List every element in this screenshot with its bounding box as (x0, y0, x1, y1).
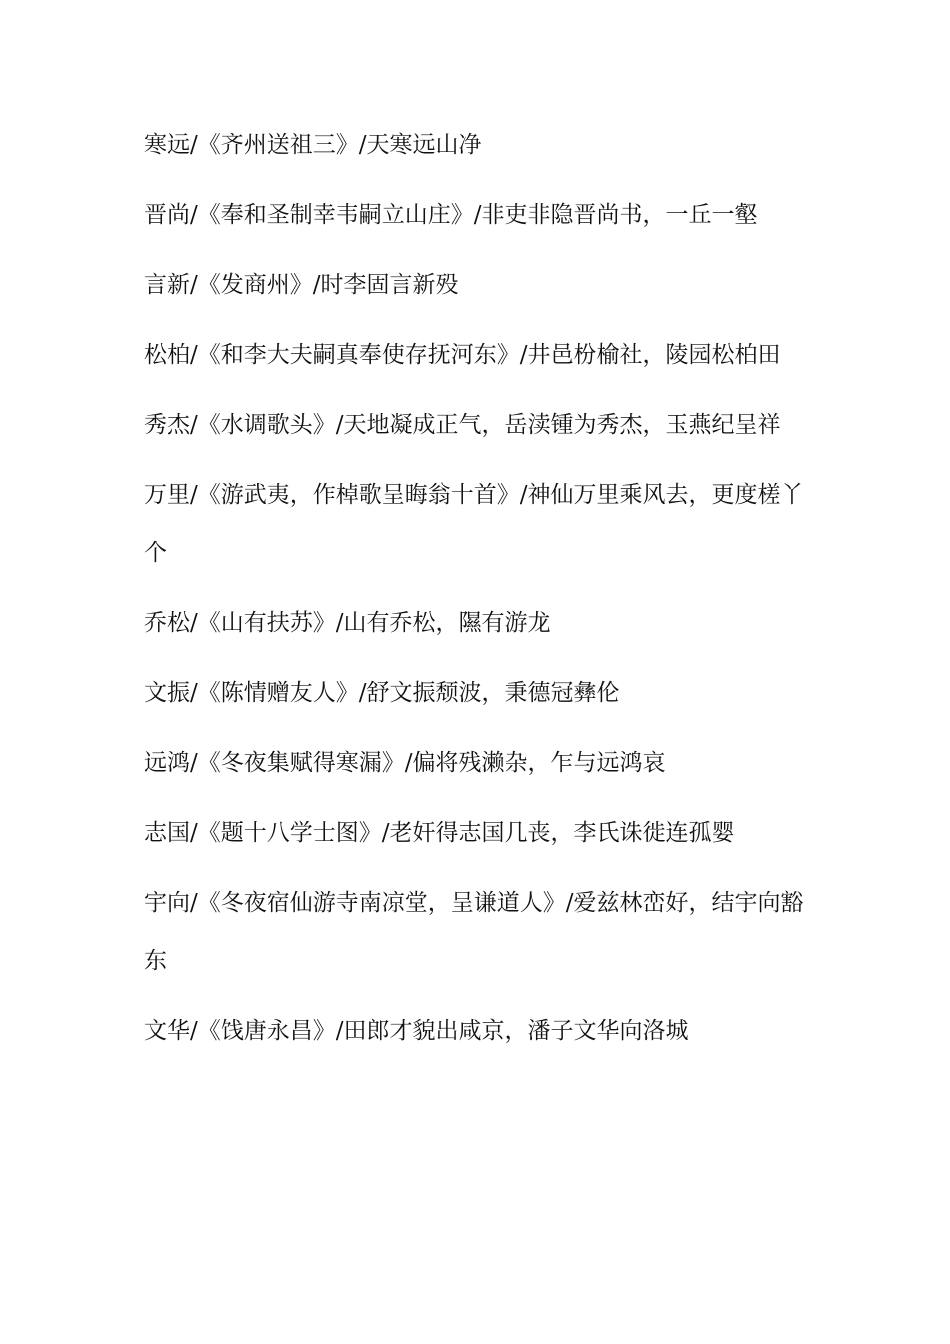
entry-line: 秀杰/《水调歌头》/天地凝成正气，岳渎锺为秀杰，玉燕纪呈祥 (144, 412, 781, 438)
entry-line: 晋尚/《奉和圣制幸韦嗣立山庄》/非吏非隐晋尚书，一丘一壑 (144, 202, 758, 228)
entry-line: 文华/《饯唐永昌》/田郎才貌出咸京，潘子文华向洛城 (144, 1018, 689, 1044)
entry-line: 言新/《发商州》/时李固言新殁 (144, 272, 459, 298)
entry-line: 万里/《游武夷，作棹歌呈晦翁十首》/神仙万里乘风去，更度槎丫个 (144, 482, 804, 566)
entry-line: 乔松/《山有扶苏》/山有乔松，隰有游龙 (144, 610, 551, 636)
entry-line: 远鸿/《冬夜集赋得寒漏》/偏将残濑杂，乍与远鸿哀 (144, 750, 666, 776)
entry-line: 寒远/《齐州送祖三》/天寒远山净 (144, 132, 482, 158)
entry-line: 志国/《题十八学士图》/老奸得志国几丧，李氏诛徙连孤婴 (144, 820, 735, 846)
entry-line: 文振/《陈情赠友人》/舒文振颓波，秉德冠彝伦 (144, 680, 620, 706)
entry-line: 松柏/《和李大夫嗣真奉使存抚河东》/井邑枌榆社，陵园松柏田 (144, 342, 781, 368)
entry-line: 宇向/《冬夜宿仙游寺南凉堂，呈谦道人》/爱兹林峦好，结宇向豁东 (144, 890, 804, 974)
text-block (144, 128, 804, 1084)
